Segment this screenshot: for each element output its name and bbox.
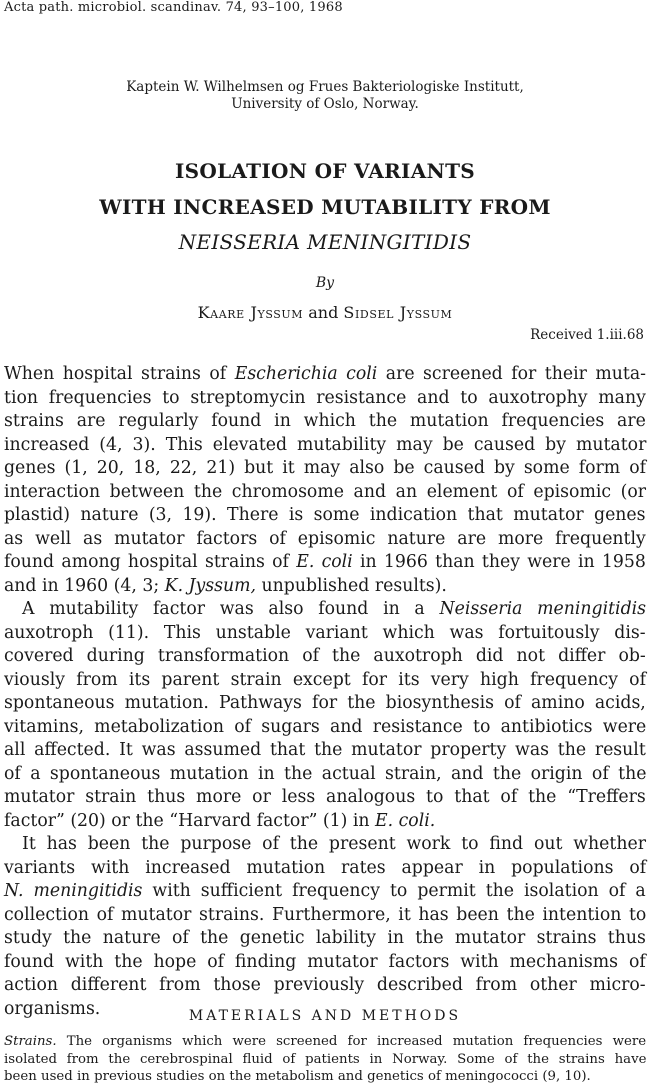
text-run: increased (4, 3). This elevated mutability may be caused by mutator <box>4 434 647 455</box>
paragraph-3-line <box>4 928 646 948</box>
text-run: found with the hope of finding mutator factors with mechanisms of <box>4 951 646 972</box>
text-run: isolated from the cerebrospinal fluid of patients in Norway. Some of the strains have <box>4 1051 647 1067</box>
institute-line-2: University of Oslo, Norway. <box>231 96 419 112</box>
italic-text: Escherichia coli <box>234 364 378 384</box>
paragraph-1-line <box>4 435 646 455</box>
text-run: A mutability factor was also found in a <box>22 599 440 619</box>
paragraph-2-line <box>4 623 646 643</box>
text-run: When hospital strains of <box>4 364 235 384</box>
journal-citation: Acta path. microbiol. scandinav. 74, 93–100, 1968 <box>4 0 343 15</box>
italic-text: E. coli. <box>375 810 436 831</box>
institute-line-1: Kaptein W. Wilhelmsen og Frues Bakteriologiske Institutt, <box>126 79 524 95</box>
text-run: genes (1, 20, 18, 22, 21) but it may also be caused by some form of <box>4 458 647 478</box>
text-run: with sufficient frequency to permit the isolation of a <box>142 881 646 901</box>
paper-title-line-3: NEISSERIA MENINGITIDIS <box>178 230 472 254</box>
text-run: mutator strain thus more or less analogous to that of the “Treffers <box>4 787 646 807</box>
paragraph-3-line <box>4 975 646 995</box>
paragraph-1-line <box>4 482 646 502</box>
paragraph-1-line <box>4 458 646 478</box>
text-run: as well as mutator factors of episomic nature are more frequently <box>4 528 646 549</box>
text-run: and in 1960 (4, 3; <box>4 575 165 596</box>
text-run: variants with increased mutation rates appear in populations of <box>4 857 647 878</box>
paragraph-3-line <box>4 881 646 901</box>
text-run: factor” (20) or the “Harvard factor” (1) in <box>4 810 376 831</box>
text-run: found among hospital strains of <box>4 552 297 572</box>
paragraph-1-line <box>4 576 447 596</box>
text-run: action different from those previously described from other micro- <box>4 975 646 995</box>
italic-text: E. coli <box>296 552 353 572</box>
text-run: are screened for their muta- <box>377 364 646 384</box>
italic-text: N. meningitidis <box>4 881 143 901</box>
paper-title-line-2: WITH INCREASED MUTABILITY FROM <box>99 195 551 219</box>
text-run: study the nature of the genetic lability in the mutator strains thus <box>4 928 646 948</box>
text-run: It has been the purpose of the present work to find out whether <box>22 834 646 854</box>
text-run: plastid) nature (3, 19). There is some indication that mutator genes <box>4 505 646 525</box>
italic-text: Strains. <box>4 1034 57 1049</box>
author-2: Sidsel Jyssum <box>343 303 453 322</box>
methods-line <box>4 1052 646 1067</box>
byline-by: By <box>315 275 335 291</box>
paragraph-1-line <box>4 411 646 431</box>
text-run: collection of mutator strains. Furthermore, it has been the intention to <box>4 904 647 925</box>
methods-line <box>4 1034 646 1049</box>
paragraph-2-line <box>4 693 646 713</box>
paragraph-2-line <box>4 717 646 737</box>
paragraph-2-line <box>4 811 435 831</box>
text-run: covered during transformation of the auxotroph did not differ ob- <box>4 646 646 666</box>
paragraph-2-line <box>4 740 646 760</box>
paragraph-1-line <box>4 388 646 408</box>
text-run: of a spontaneous mutation in the actual strain, and the origin of the <box>4 763 647 784</box>
text-run: The organisms which were screened for increased mutation frequencies were <box>56 1034 647 1049</box>
paragraph-1-line <box>4 505 646 525</box>
methods-line <box>4 1069 591 1084</box>
paragraph-2-line <box>4 646 646 666</box>
text-run: auxotroph (11). This unstable variant which was fortuitously dis- <box>4 622 646 643</box>
text-run: been used in previous studies on the metabolism and genetics of meningococci (9, 10). <box>4 1069 591 1084</box>
text-run: spontaneous mutation. Pathways for the biosynthesis of amino acids, <box>4 693 646 713</box>
paragraph-1-line <box>4 552 646 572</box>
paragraph-1-line <box>4 529 646 549</box>
author-conjunction: and <box>303 303 344 322</box>
paragraph-3-line <box>4 952 646 972</box>
text-run: organisms. <box>4 998 101 1019</box>
paragraph-2-line <box>4 670 646 690</box>
paragraph-2-line <box>4 787 646 807</box>
text-run: vitamins, metabolization of sugars and resistance to antibiotics were <box>4 716 647 737</box>
received-date: Received 1.iii.68 <box>530 327 644 343</box>
text-run: interaction between the chromosome and an element of episomic (or <box>4 481 647 502</box>
text-run: viously from its parent strain except for its very high frequency of <box>4 669 646 690</box>
author-1: Kaare Jyssum <box>197 303 304 322</box>
text-run: in 1966 than they were in 1958 <box>352 552 646 572</box>
paragraph-2-line <box>22 599 646 619</box>
paragraph-1-line <box>4 364 646 384</box>
italic-text: K. Jyssum, <box>164 575 256 596</box>
paragraph-3-line <box>4 905 646 925</box>
paper-title-line-1: ISOLATION OF VARIANTS <box>174 159 476 183</box>
paragraph-3-line <box>22 834 646 854</box>
section-heading: MATERIALS AND METHODS <box>188 1008 462 1024</box>
text-run: tion frequencies to streptomycin resistance and to auxotrophy many <box>4 387 646 408</box>
paragraph-3-line <box>4 858 646 878</box>
text-run: strains are regularly found in which the mutation frequencies are <box>4 411 646 431</box>
paragraph-2-line <box>4 764 646 784</box>
authors <box>0 303 650 322</box>
italic-text: Neisseria meningitidis <box>439 599 647 619</box>
text-run: all affected. It was assumed that the mutator property was the result <box>4 740 646 760</box>
text-run: unpublished results). <box>256 575 447 596</box>
